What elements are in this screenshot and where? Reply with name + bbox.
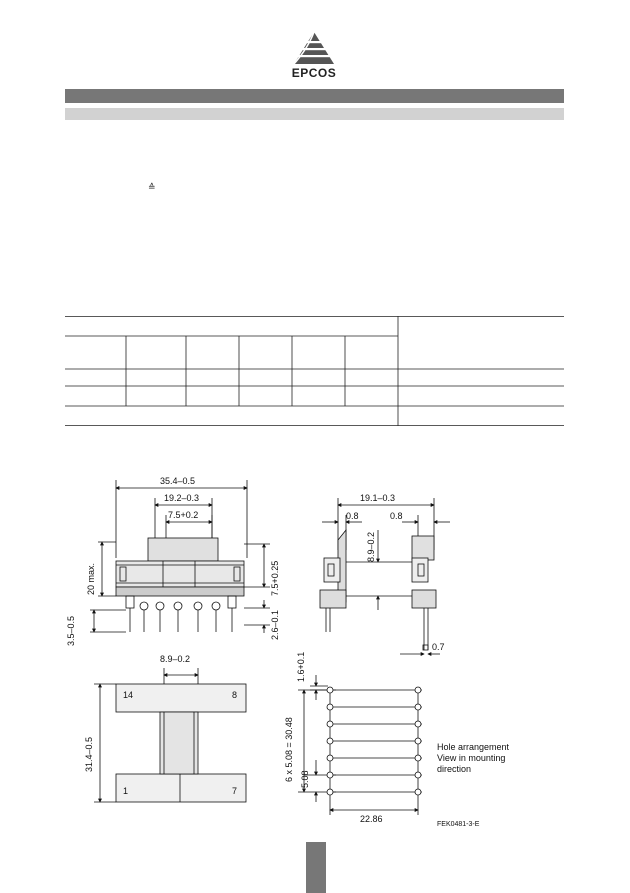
epcos-triangle-logo-icon [278, 28, 350, 68]
subheader-bar [65, 108, 564, 120]
figure-code: FEK0481-3-E [437, 821, 480, 828]
dim-stand-off: 2.6–0.1 [270, 609, 280, 640]
brand-name: EPCOS [291, 66, 337, 80]
epcos-logo [278, 28, 350, 84]
header-bar [65, 89, 564, 103]
pin-label-14: 14 [123, 690, 134, 700]
dim-pin-square: 0.7 [432, 642, 445, 652]
dim-flange-left: 0.8 [346, 511, 359, 521]
dim-top-core-width: 8.9–0.2 [160, 654, 191, 664]
dim-flange-right: 0.8 [390, 511, 403, 521]
dim-overall-width: 35.4–0.5 [160, 476, 196, 486]
dim-row-spacing: 22.86 [360, 814, 383, 824]
page-number-tab [306, 842, 326, 893]
dim-pin-length: 3.5–0.5 [66, 615, 76, 646]
pin-label-1: 1 [123, 786, 129, 796]
dim-side-width: 19.1–0.3 [360, 493, 396, 503]
pin-label-8: 8 [232, 690, 238, 700]
hole-caption-line-2: View in mounting [437, 753, 506, 763]
dim-inner-width: 19.2–0.3 [164, 493, 200, 503]
hole-caption-line-1: Hole arrangement [437, 742, 510, 752]
dim-length: 31.4–0.5 [84, 736, 94, 772]
data-table [65, 316, 564, 426]
dim-hole-pitch-total: 6 x 5.08 = 30.48 [284, 717, 294, 782]
dim-hole-offset: 1.6+0.1 [296, 651, 306, 682]
correspondence-symbol: ≙ [148, 182, 156, 192]
hole-caption-line-3: direction [437, 764, 472, 774]
dim-hole-pitch: 5.08 [300, 770, 310, 788]
pin-label-7: 7 [232, 786, 238, 796]
dim-body-height: 7.5+0.25 [270, 560, 280, 596]
dim-core-height: 8.9–0.2 [366, 531, 376, 562]
dim-pin-spacing: 7.5+0.2 [168, 510, 199, 520]
coil-former-drawing [60, 470, 570, 830]
dim-height-max: 20 max. [86, 562, 96, 595]
